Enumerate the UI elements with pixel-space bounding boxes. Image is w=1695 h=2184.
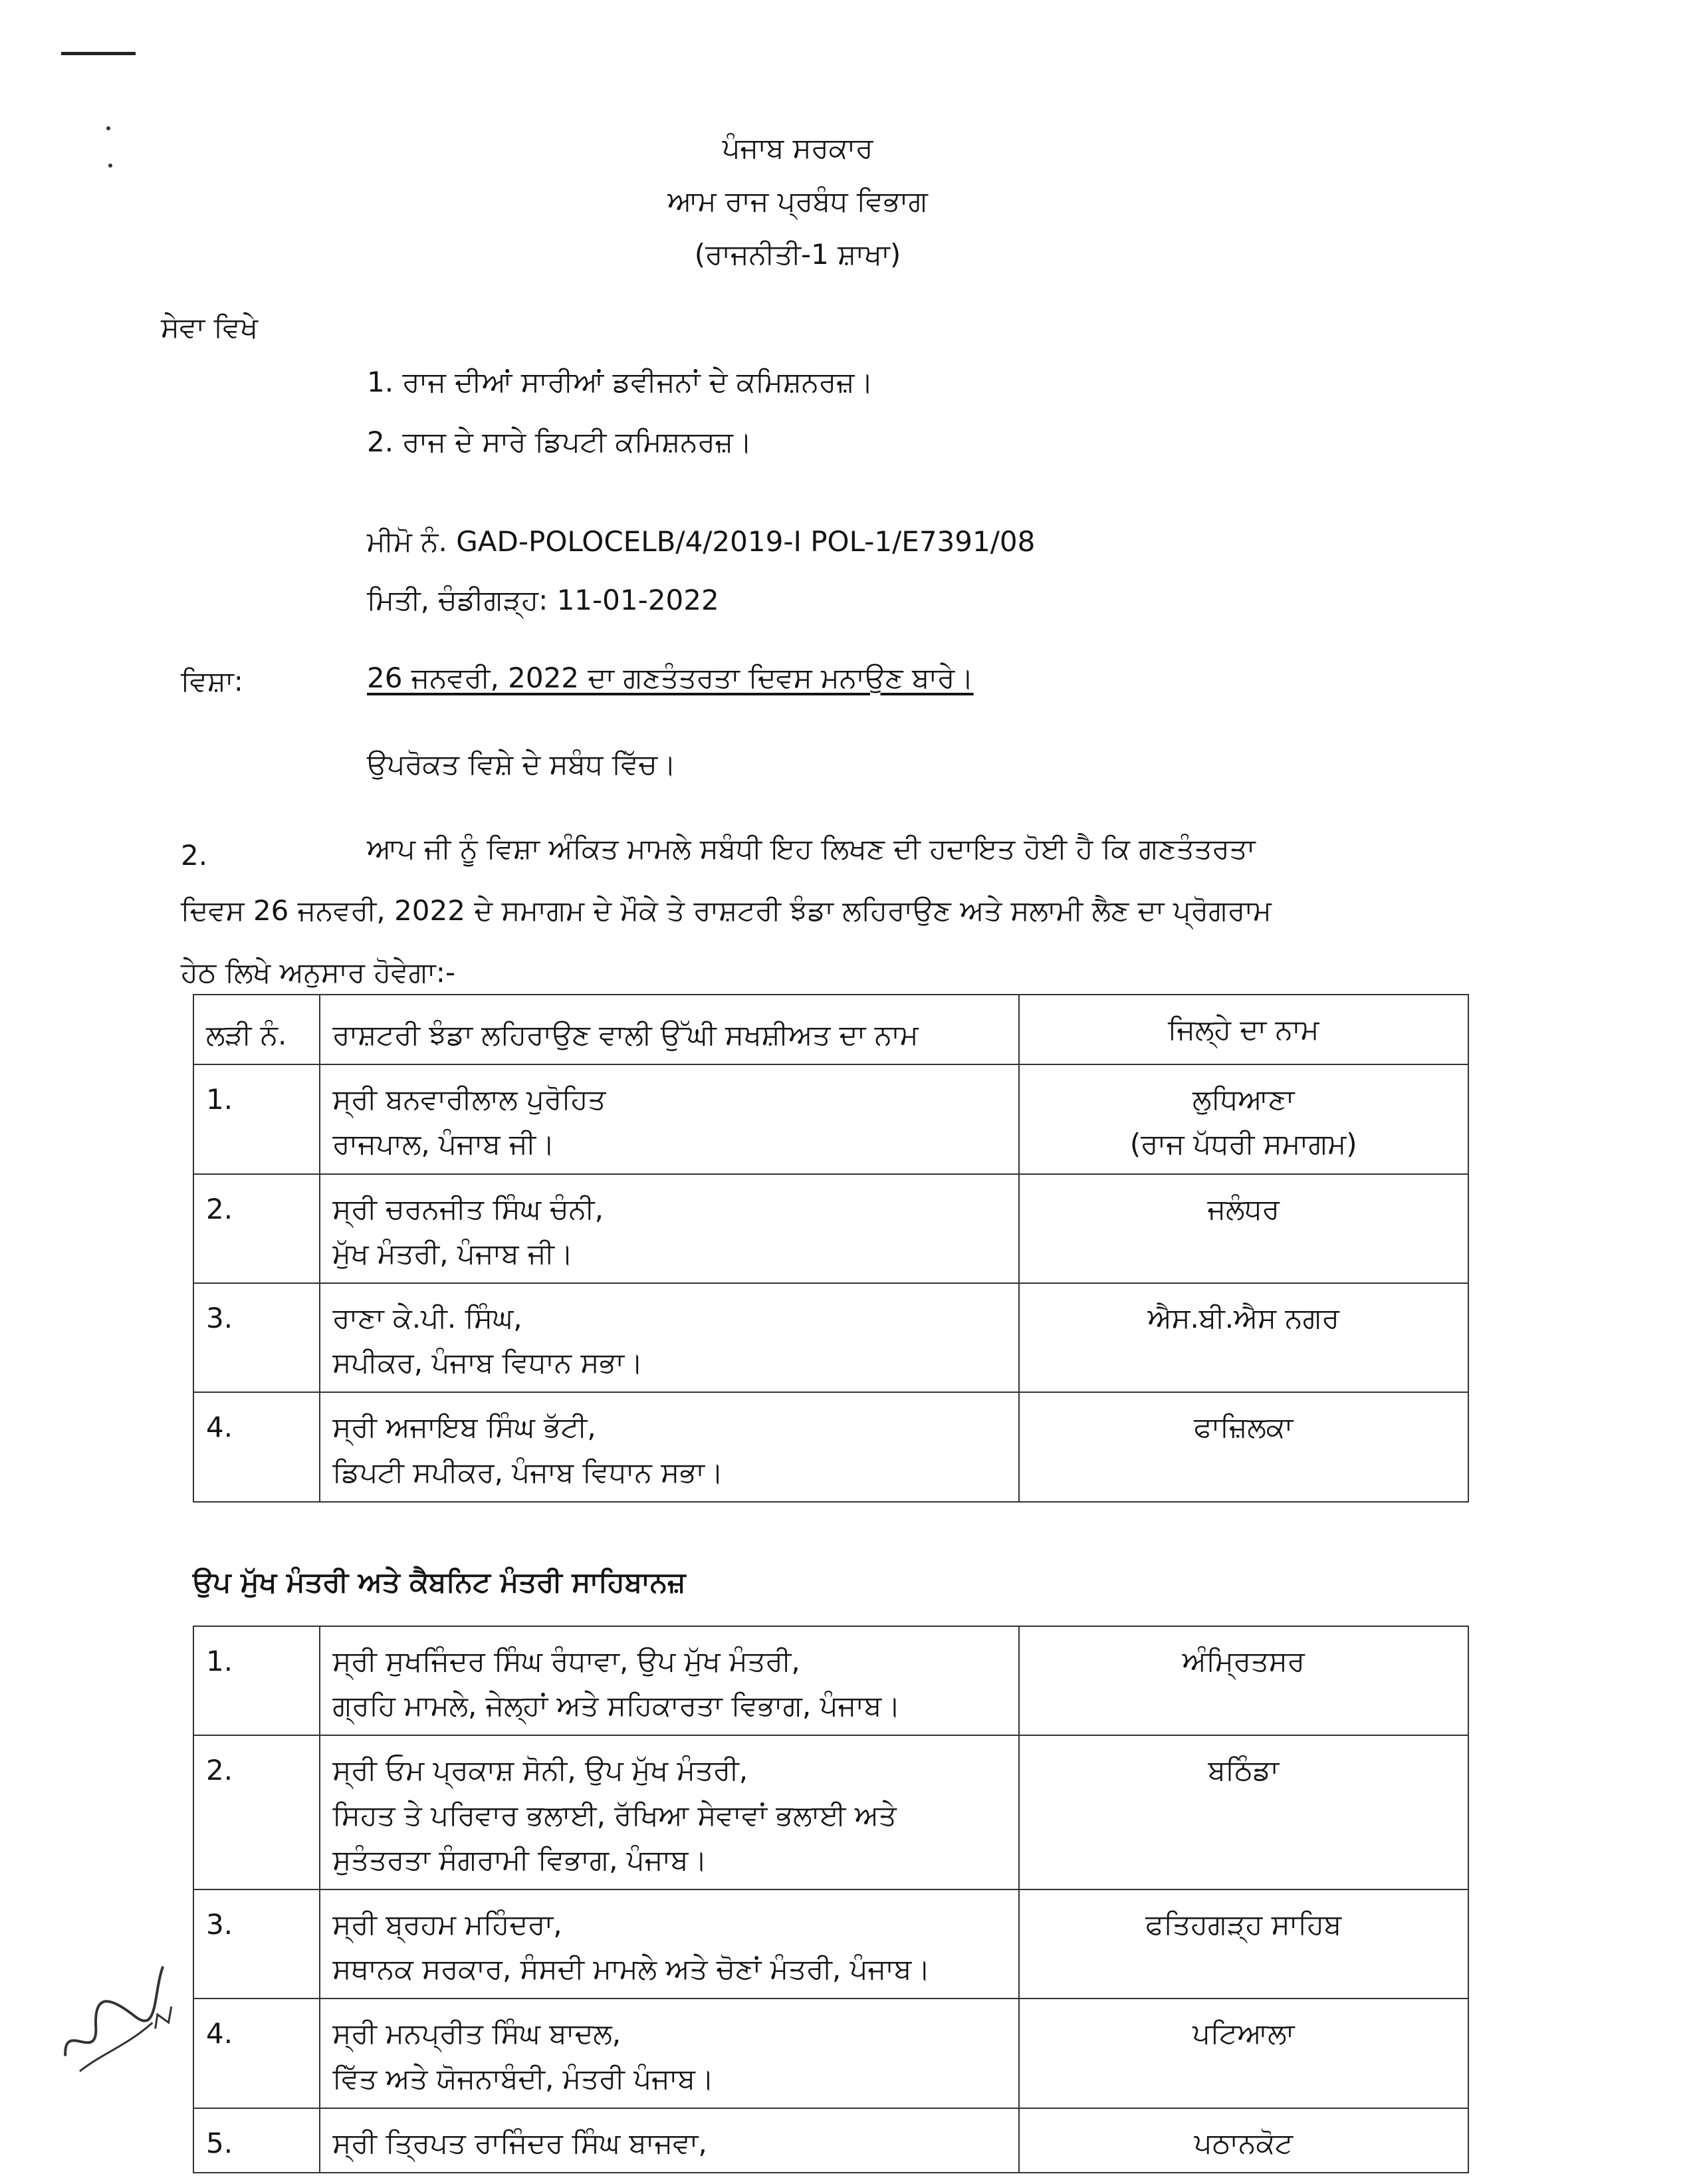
row-serial: 2.	[193, 1174, 320, 1283]
table-header-row	[193, 995, 1468, 1064]
person-title: ਡਿਪਟੀ ਸਪੀਕਰ, ਪੰਜਾਬ ਵਿਧਾਨ ਸਭਾ।	[332, 1455, 724, 1489]
reference-line: ਉਪਰੋਕਤ ਵਿਸ਼ੇ ਦੇ ਸਬੰਧ ਵਿੱਚ।	[367, 748, 677, 781]
person-line: ਸ੍ਰੀ ਮਨਪ੍ਰੀਤ ਸਿੰਘ ਬਾਦਲ,	[332, 2017, 622, 2050]
header-branch: (ਰਾਜਨੀਤੀ-1 ਸ਼ਾਖਾ)	[694, 238, 901, 271]
paragraph-line-1: ਆਪ ਜੀ ਨੂੰ ਵਿਸ਼ਾ ਅੰਕਿਤ ਮਾਮਲੇ ਸਬੰਧੀ ਇਹ ਲਿਖਣ ਦੀ ਹਦਾਇਤ ਹੋਈ ਹੈ ਕਿ ਗਣਤੰਤਰਤਾ	[367, 832, 1256, 865]
row-serial: 3.	[193, 1889, 320, 1999]
row-person	[320, 2108, 1018, 2173]
table-row	[193, 1626, 1468, 1735]
row-person	[320, 1626, 1018, 1735]
row-serial: 3.	[193, 1283, 320, 1392]
header-serial: ਲੜੀ ਨੰ.	[193, 995, 320, 1064]
person-title: ਮੁੱਖ ਮੰਤਰੀ, ਪੰਜਾਬ ਜੀ।	[332, 1237, 574, 1270]
row-serial: 1.	[193, 1626, 320, 1735]
subject-label: ਵਿਸ਼ਾ:	[181, 665, 243, 697]
handwritten-signature	[34, 1940, 212, 2089]
table-row	[193, 1735, 1468, 1889]
table-row	[193, 1064, 1468, 1173]
row-district: ਐਸ.ਬੀ.ਐਸ ਨਗਰ	[1019, 1283, 1468, 1392]
row-person	[320, 1283, 1018, 1392]
person-line: ਵਿੱਤ ਅਤੇ ਯੋਜਨਾਬੰਦੀ, ਮੰਤਰੀ ਪੰਜਾਬ।	[332, 2062, 715, 2095]
row-person	[320, 1064, 1018, 1173]
header-govt: ਪੰਜਾਬ ਸਰਕਾਰ	[722, 132, 873, 164]
row-person	[320, 1889, 1018, 1999]
person-line: ਸੁਤੰਤਰਤਾ ਸੰਗਰਾਮੀ ਵਿਭਾਗ, ਪੰਜਾਬ।	[332, 1843, 707, 1876]
district-name: ਲੁਧਿਆਣਾ	[1192, 1083, 1295, 1116]
row-serial: 1.	[193, 1064, 320, 1173]
row-person	[320, 1735, 1018, 1889]
row-district: ਪਠਾਨਕੋਟ	[1019, 2108, 1468, 2173]
row-district	[1019, 1064, 1468, 1173]
table-row	[193, 1889, 1468, 1999]
person-title: ਰਾਜਪਾਲ, ਪੰਜਾਬ ਜੀ।	[332, 1128, 555, 1161]
paragraph-line-2: ਦਿਵਸ 26 ਜਨਵਰੀ, 2022 ਦੇ ਸਮਾਗਮ ਦੇ ਮੌਕੇ ਤੇ ਰਾਸ਼ਟਰੀ ਝੰਡਾ ਲਹਿਰਾਉਣ ਅਤੇ ਸਲਾਮੀ ਲੈਣ ਦਾ ਪ੍ਰੋਗਰਾਮ	[181, 894, 1272, 927]
person-name: ਸ੍ਰੀ ਚਰਨਜੀਤ ਸਿੰਘ ਚੰਨੀ,	[332, 1192, 604, 1225]
district-note: (ਰਾਜ ਪੱਧਰੀ ਸਮਾਗਮ)	[1129, 1128, 1357, 1161]
person-name: ਸ੍ਰੀ ਅਜਾਇਬ ਸਿੰਘ ਭੱਟੀ,	[332, 1411, 596, 1444]
scan-dot	[106, 126, 110, 130]
paragraph-number: 2.	[181, 839, 208, 872]
memo-number: ਮੀਮੋ ਨੰ. GAD-POLOCELB/4/2019-I POL-1/E7391/08	[367, 525, 1036, 558]
person-line: ਗ੍ਰਹਿ ਮਾਮਲੇ, ਜੇਲ੍ਹਾਂ ਅਤੇ ਸਹਿਕਾਰਤਾ ਵਿਭਾਗ, ਪੰਜਾਬ।	[332, 1689, 901, 1723]
person-line: ਸਥਾਨਕ ਸਰਕਾਰ, ਸੰਸਦੀ ਮਾਮਲੇ ਅਤੇ ਚੋਣਾਂ ਮੰਤਰੀ, ਪੰਜਾਬ।	[332, 1953, 931, 1986]
table-row	[193, 1283, 1468, 1392]
header-department: ਆਮ ਰਾਜ ਪ੍ਰਬੰਧ ਵਿਭਾਗ	[667, 185, 928, 217]
row-district: ਜਲੰਧਰ	[1019, 1174, 1468, 1283]
table-dignitaries	[193, 994, 1469, 1503]
person-title: ਸਪੀਕਰ, ਪੰਜਾਬ ਵਿਧਾਨ ਸਭਾ।	[332, 1346, 643, 1380]
row-serial: 2.	[193, 1735, 320, 1889]
paragraph-line-3: ਹੇਠ ਲਿਖੇ ਅਨੁਸਾਰ ਹੋਵੇਗਾ:-	[181, 956, 456, 989]
header-district: ਜਿਲ੍ਹੇ ਦਾ ਨਾਮ	[1019, 995, 1468, 1064]
addressee-item-1: 1. ਰਾਜ ਦੀਆਂ ਸਾਰੀਆਂ ਡਵੀਜਨਾਂ ਦੇ ਕਮਿਸ਼ਨਰਜ਼।	[367, 366, 873, 398]
row-district: ਅੰਮ੍ਰਿਤਸਰ	[1019, 1626, 1468, 1735]
row-person	[320, 1174, 1018, 1283]
person-line: ਸ੍ਰੀ ਸੁਖਜਿੰਦਰ ਸਿੰਘ ਰੰਧਾਵਾ, ਉਪ ਮੁੱਖ ਮੰਤਰੀ,	[332, 1645, 800, 1677]
person-name: ਸ੍ਰੀ ਬਨਵਾਰੀਲਾਲ ਪੁਰੋਹਿਤ	[332, 1083, 606, 1116]
table-ministers	[193, 1626, 1469, 2173]
section-heading: ਉਪ ਮੁੱਖ ਮੰਤਰੀ ਅਤੇ ਕੈਬਨਿਟ ਮੰਤਰੀ ਸਾਹਿਬਾਨਜ਼	[193, 1566, 686, 1598]
row-district: ਫਾਜ਼ਿਲਕਾ	[1019, 1392, 1468, 1501]
person-line: ਸ੍ਰੀ ਬ੍ਰਹਮ ਮਹਿੰਦਰਾ,	[332, 1907, 562, 1941]
person-line: ਸ੍ਰੀ ਓਮ ਪ੍ਰਕਾਸ਼ ਸੋਨੀ, ਉਪ ਮੁੱਖ ਮੰਤਰੀ,	[332, 1754, 748, 1787]
header-person: ਰਾਸ਼ਟਰੀ ਝੰਡਾ ਲਹਿਰਾਉਣ ਵਾਲੀ ਉੱਘੀ ਸਖਸ਼ੀਅਤ ਦਾ ਨਾਮ	[320, 995, 1018, 1064]
memo-date: ਮਿਤੀ, ਚੰਡੀਗੜ੍ਹ: 11-01-2022	[367, 584, 719, 616]
row-serial: 4.	[193, 1999, 320, 2108]
table-row	[193, 1174, 1468, 1283]
table-row	[193, 1999, 1468, 2108]
row-district: ਪਟਿਆਲਾ	[1019, 1999, 1468, 2108]
addressee-item-2: 2. ਰਾਜ ਦੇ ਸਾਰੇ ਡਿਪਟੀ ਕਮਿਸ਼ਨਰਜ਼।	[367, 425, 752, 458]
row-district: ਬਠਿੰਡਾ	[1019, 1735, 1468, 1889]
addressee-label: ਸੇਵਾ ਵਿਖੇ	[161, 311, 259, 344]
person-line: ਸਿਹਤ ਤੇ ਪਰਿਵਾਰ ਭਲਾਈ, ਰੱਖਿਆ ਸੇਵਾਵਾਂ ਭਲਾਈ ਅਤੇ	[332, 1798, 897, 1832]
row-serial: 5.	[193, 2108, 320, 2173]
subject-text: 26 ਜਨਵਰੀ, 2022 ਦਾ ਗਣਤੰਤਰਤਾ ਦਿਵਸ ਮਨਾਉਣ ਬਾਰੇ।	[367, 662, 974, 694]
scan-mark	[61, 52, 136, 55]
table-row	[193, 1392, 1468, 1501]
row-person	[320, 1392, 1018, 1501]
row-district: ਫਤਿਹਗੜ੍ਹ ਸਾਹਿਬ	[1019, 1889, 1468, 1999]
person-line: ਸ੍ਰੀ ਤ੍ਰਿਪਤ ਰਾਜਿੰਦਰ ਸਿੰਘ ਬਾਜਵਾ,	[332, 2126, 707, 2159]
person-name: ਰਾਣਾ ਕੇ.ਪੀ. ਸਿੰਘ,	[332, 1301, 522, 1334]
row-serial: 4.	[193, 1392, 320, 1501]
row-person	[320, 1999, 1018, 2108]
table-row	[193, 2108, 1468, 2173]
